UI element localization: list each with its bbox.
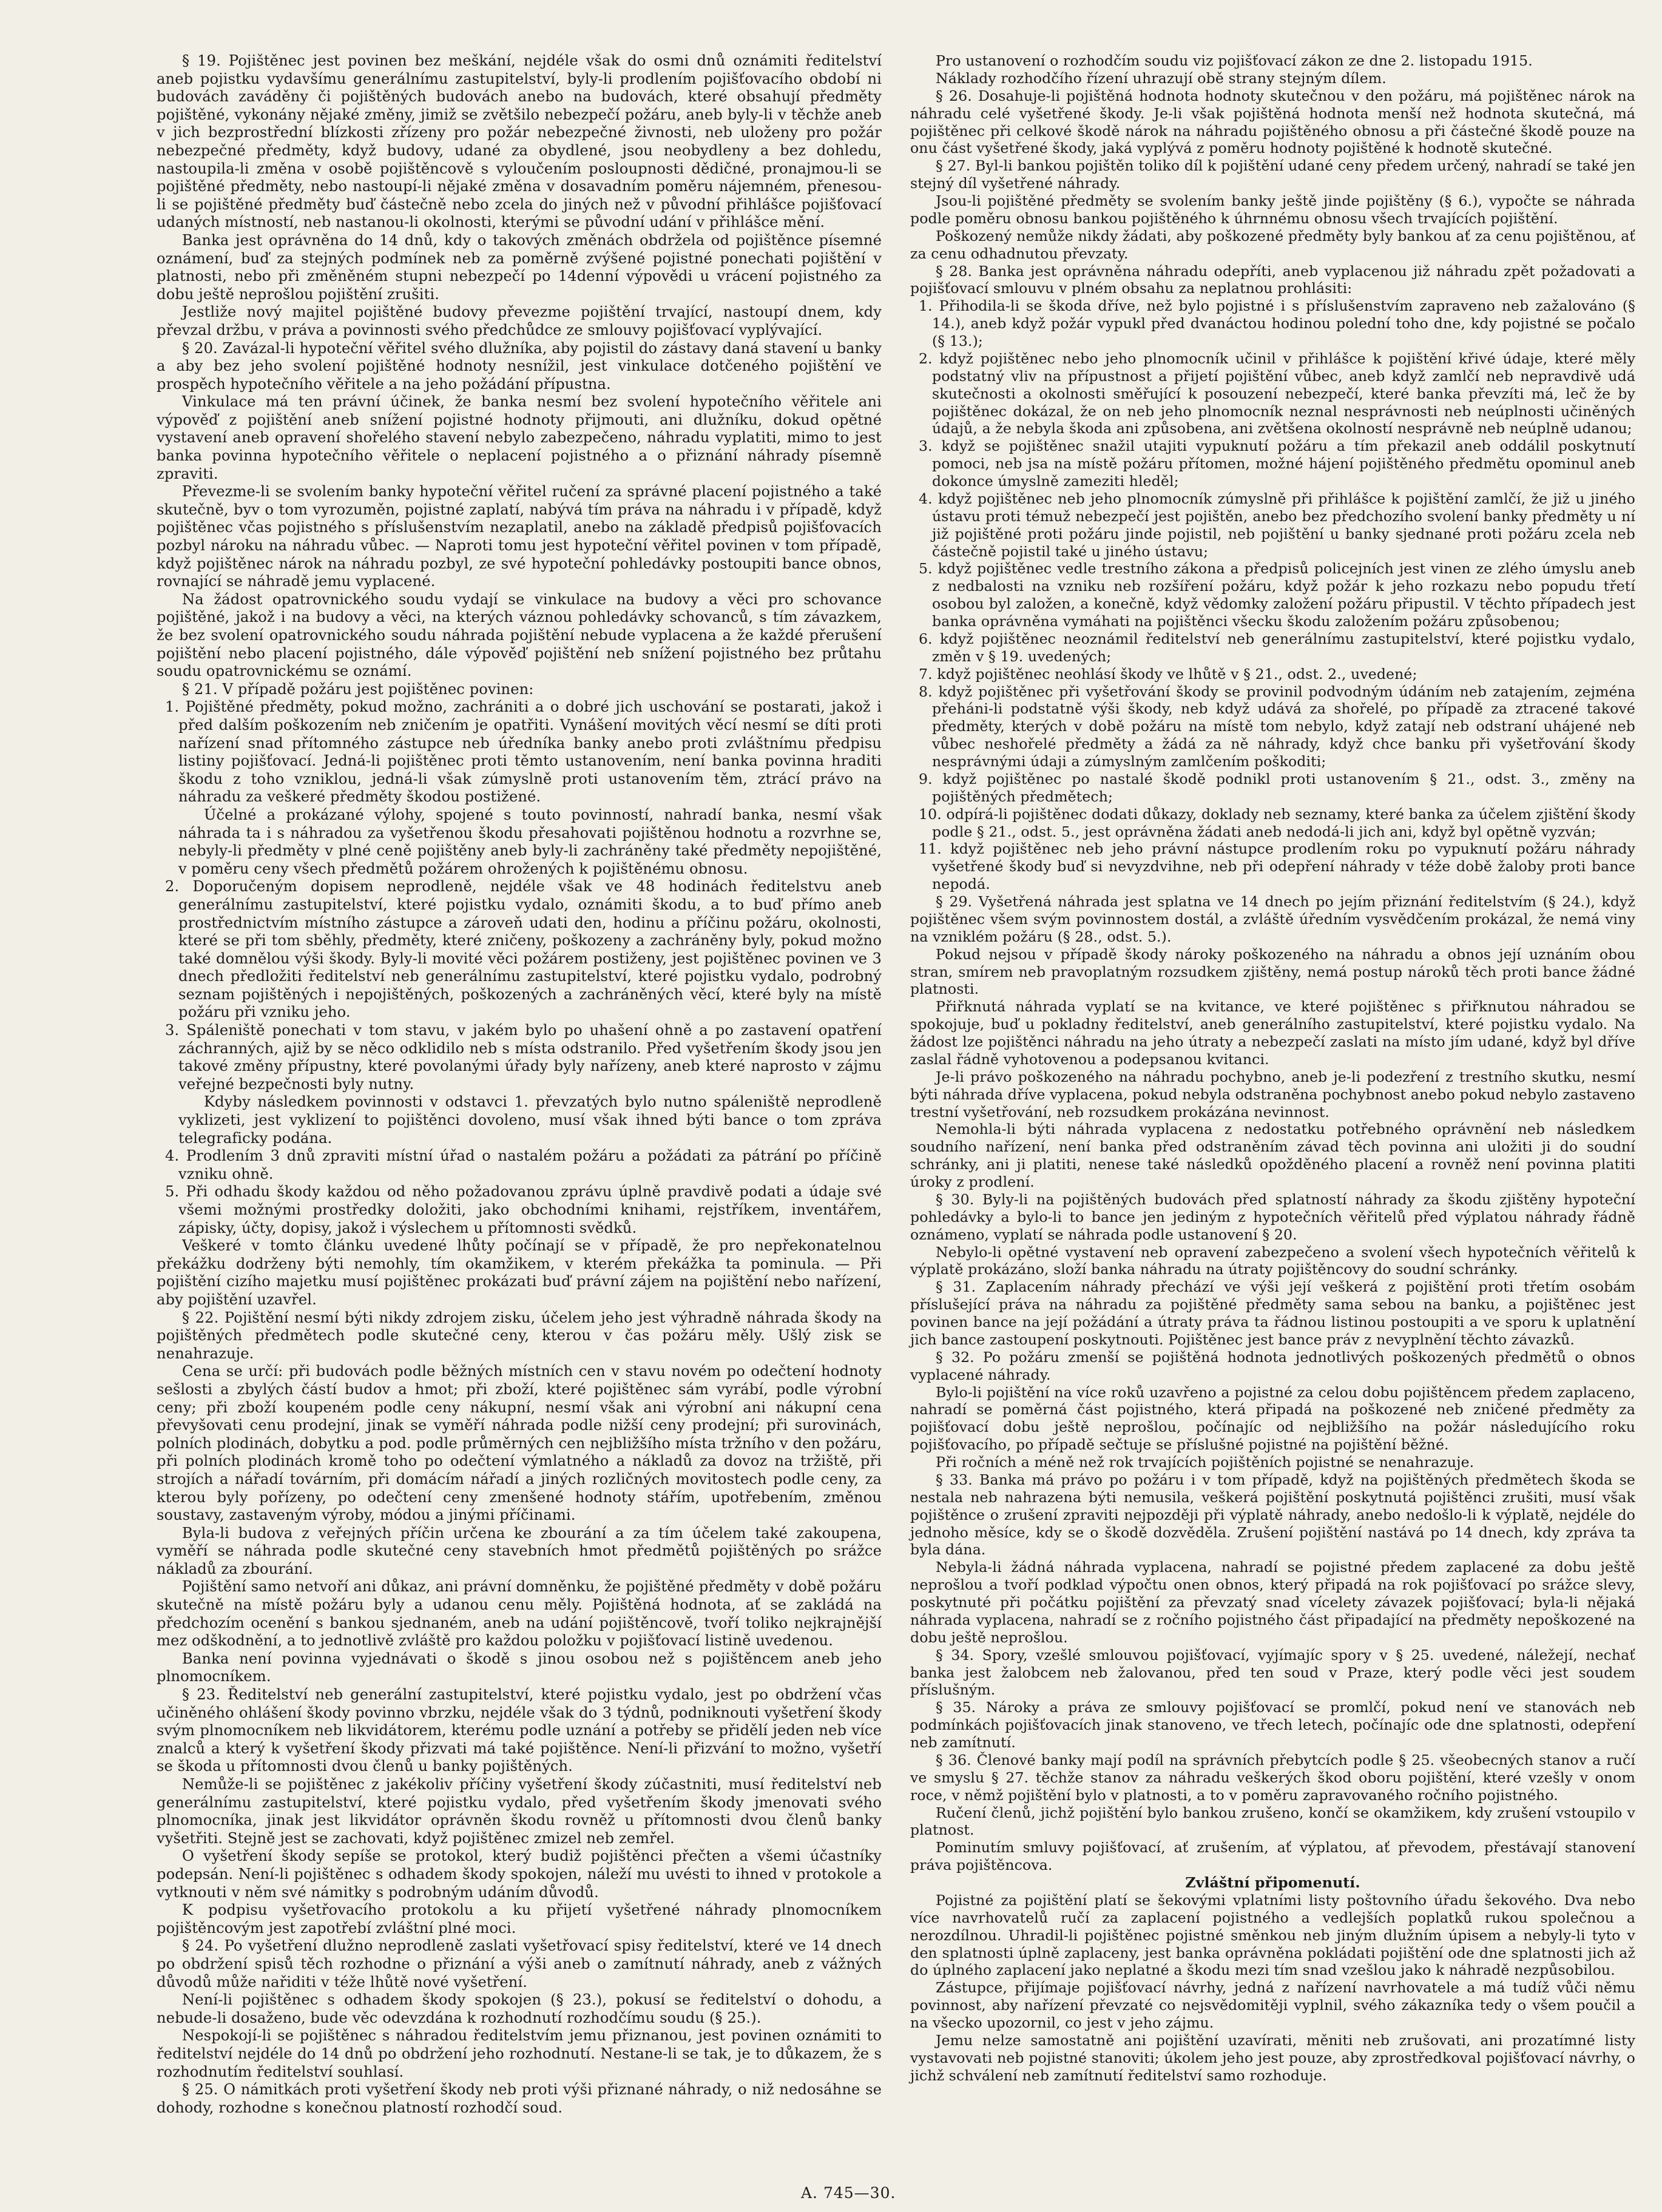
paragraph: Pojištění samo netvoří ani důkaz, ani právní domněnku, že pojištěné předměty v době požáru skutečně na místě požáru byly a udanou cenu měly. Pojištěná hodnota, ať se zakládá na předchozím ocenění s bankou sjednaném, aneb na udání pojištěncově, tvoří toliko nejkrajnější mez odškodnění, a to jednotlivě zvláště pro každou položku v pojišťovací listině uvedenou.	[157, 1578, 882, 1650]
paragraph: § 20. Zavázal-li hypoteční věřitel svého dlužníka, aby pojistil do zástavy daná stavení u banky a aby bez jeho svolení pojištěné hodnoty nesnížil, jest vinkulace dotčeného pojištění ve prospěch hypotečního věřitele a na jeho požádání přípustna.	[157, 339, 882, 393]
paragraph: Cena se určí: při budovách podle běžných místních cen v stavu novém po odečtení hodnoty sešlosti a zbylých částí budov a hmot; při zboží, které pojištěnec sám vyrábí, podle výrobní ceny; při zboží koupeném podle ceny nákupní, nesmí však ani výrobní ani nákupní cena převyšovati cenu prodejní, jinak se vyměří náhrada podle nižší ceny prodejní; při surovinách, polních plodinách, dobytku a pod. podle průměrných cen nejbližšího místa tržního v den požáru, při polních plodinách kromě toho po odečtení výmlatného a nákladů za dovoz na tržiště, při strojích a nářadí továrním, při domácím nářadí a jiných rozličných movitostech podle ceny, za kterou byly pořízeny, po odečtení ceny zmenšené hodnoty stářím, upotřebením, změnou soustavy, zastaveným výroby, módou a jinými příčinami.	[157, 1363, 882, 1524]
paragraph: § 25. O námitkách proti vyšetření škody neb proti výši přiznané náhrady, o niž nedosáhne se dohody, rozhodne s konečnou platností rozhodčí soud.	[157, 2081, 882, 2116]
right-column	[910, 52, 1635, 2085]
paragraph: Jsou-li pojištěné předměty se svolením banky ještě jinde pojištěny (§ 6.), vypočte se náhrada podle poměru obnosu bankou pojištěného k úhrnnému obnosu všech trvajících pojištění.	[910, 192, 1635, 227]
paragraph: Nebylo-li opětné vystavení neb opravení zabezpečeno a svolení všech hypotečních věřitelů k výplatě prokázáno, složí banka náhradu na útraty pojištěncovy do soudní schránky.	[910, 1243, 1635, 1278]
list-item: 6. když pojištěnec neoznámil ředitelství neb generálnímu zastupitelství, které pojistku vydalo, změn v § 19. uvedených;	[919, 630, 1635, 665]
paragraph: Vinkulace má ten právní účinek, že banka nesmí bez svolení hypotečního věřitele ani výpověď z pojištění aneb snížení pojistné hodnoty přijmouti, ani dlužníku, dokud opětné vystavení aneb opravení shořelého stavení nebylo zabezpečeno, náhradu vyplatiti, mimo to jest banka povinna hypotečního věřitele o neplacení pojistného a o přiznání náhrady písemně zpraviti.	[157, 393, 882, 482]
list-item: 7. když pojištěnec neohlásí škody ve lhůtě v § 21., odst. 2., uvedené;	[919, 665, 1417, 683]
paragraph: § 24. Po vyšetření dlužno neprodleně zaslati vyšetřovací spisy ředitelství, které ve 14 dnech po obdržení spisů těch rozhodne o přiznání a výši aneb o zamítnutí náhrady, aneb z vážných důvodů může nařiditi v téže lhůtě nové vyšetření.	[157, 1937, 882, 1991]
paragraph: Ručení členů, jichž pojištění bylo bankou zrušeno, končí se okamžikem, kdy zrušení vstoupilo v platnost.	[910, 1804, 1635, 1839]
list-item: 3. Spáleniště ponechati v tom stavu, v jakém bylo po uhašení ohně a po zastavení opatření záchranných, ajiž by se něco odklidilo neb s místa odstranilo. Před vyšetřením škody jsou jen takové změny přípustny, které povolanými úřady byly nařízeny, aneb které naprosto v zájmu veřejné bezpečnosti byly nutny.	[165, 1022, 882, 1093]
paragraph: § 23. Ředitelství neb generální zastupitelství, které pojistku vydalo, jest po obdržení včas učiněného ohlášení škody povinno vbrzku, nejdéle však do 3 týdnů, podniknouti vyšetření škody svým plnomocníkem neb likvidátorem, kterému podle uznání a potřeby se přidělí jeden neb více znalců a který k vyšetření škody přizvati má také pojištěnce. Není-li přizvání to možno, vyšetří se škoda u přítomnosti dvou členů u banky pojištěných.	[157, 1686, 882, 1775]
paragraph: Byla-li budova z veřejných příčin určena ke zbourání a za tím účelem také zakoupena, vyměří se náhrada podle skutečné ceny stavebních hmot předmětů pojištěných po srážce nákladů za zbourání.	[157, 1524, 882, 1577]
paragraph: § 35. Nároky a práva ze smlouvy pojišťovací se promlčí, pokud není ve stanovách neb podmínkách pojišťovacích jinak stanoveno, ve třech letech, počínajíc ode dne splatnosti, odepření neb zamítnutí.	[910, 1699, 1635, 1751]
list-item: 11. když pojištěnec neb jeho právní nástupce prodlením roku po vypuknutí požáru náhrady vyšetřené škody buď si nevyzdvihne, neb při odepření náhrady v téže době žaloby proti bance nepodá.	[919, 840, 1635, 893]
list-item: 1. Přihodila-li se škoda dříve, než bylo pojistné i s příslušenstvím zapraveno neb zažalováno (§ 14.), aneb když požár vypukl před dvanáctou hodinou polední toho dne, kdy pojistné se počalo (§ 13.);	[919, 297, 1635, 349]
list-item: 4. Prodlením 3 dnů zpraviti místní úřad o nastalém požáru a požádati za pátrání po příčině vzniku ohně.	[165, 1147, 882, 1182]
paragraph: Nespokojí-li se pojištěnec s náhradou ředitelstvím jemu přiznanou, jest povinen oznámiti to ředitelství nejdéle do 14 dnů po obdržení jeho rozhodnutí. Nestane-li se tak, je to důkazem, že s rozhodnutím ředitelství souhlasí.	[157, 2027, 882, 2080]
paragraph: § 19. Pojištěnec jest povinen bez meškání, nejdéle však do osmi dnů oznámiti ředitelství aneb pojistku vydavšímu generálnímu zastupitelství, byly-li prodlením pojišťovacího období ni budovách zaváděny či pojištěných budovách anebo na budovách, které obsahují předměty pojištěné, vykonány nějaké změny, jimiž se zvětšilo nebezpečí požáru, aneb byly-li v těchže aneb v jich bezprostřední blízkosti zřízeny pro požár nebezpečné živnosti, neb uloženy pro požár nebezpečné předměty, když budovy, udané za obydlené, jsou neobydleny a bez dohledu, nastoupila-li změna v osobě pojištěncově s vyloučením posloupnosti dědičné, pronajmou-li se pojištěné předměty, nebo nastoupí-li nějaké změna v dosavadním poměru nájemném, přenesou-li se pojištěné předměty buď částečně nebo zcela do jiných než v původní přihlášce pojišťovací udaných místností, neb nastanou-li okolnosti, kterými se původní udání v přihlášce mění.	[157, 52, 882, 231]
paragraph: Přiřknutá náhrada vyplatí se na kvitance, ve které pojištěnec s přiřknutou náhradou se spokojuje, buď u pokladny ředitelství, aneb generálního zastupitelství, které pojistku vydalo. Na žádost lze pojištěnci náhradu na jeho útraty a nebezpečí zaslati na místo jím udané, když byl dříve zaslal řádně vyhotovenou a podepsanou kvitanci.	[910, 998, 1635, 1068]
paragraph: Veškeré v tomto článku uvedené lhůty počínají se v případě, že pro nepřekonatelnou překážku dodrženy býti nemohly, tím okamžikem, v kterém překážka ta pominula. — Při pojištění cizího majetku musí pojištěnec prokázati buď právní zájem na pojištění nebo nařízení, aby pojištění uzavřel.	[157, 1237, 882, 1308]
paragraph: § 28. Banka jest oprávněna náhradu odepříti, aneb vyplacenou již náhradu zpět požadovati a pojišťovací smlouvu v plném obsahu za neplatnou prohlásiti:	[910, 262, 1635, 297]
paragraph: § 34. Spory, vzešlé smlouvou pojišťovací, vyjímajíc spory v § 25. uvedené, náležejí, nechať banka jest žalobcem neb žalovanou, před ten soud v Praze, který podle věci jest soudem příslušným.	[910, 1646, 1635, 1699]
paragraph: K podpisu vyšetřovacího protokolu a ku přijetí vyšetřené náhrady plnomocníkem pojištěncovým jest zapotřebí zvláštní plné moci.	[157, 1901, 882, 1937]
paragraph: Nemůže-li se pojištěnec z jakékoliv příčiny vyšetření škody zúčastniti, musí ředitelství neb generálnímu zastupitelství, které pojistku vydalo, před vyšetřením škody jmenovati svého plnomocníka, jinak jest likvidátor oprávněn škodu rovněž u přítomnosti dvou členů banky vyšetřiti. Stejně jest se zachovati, když pojištěnec zmizel neb zemřel.	[157, 1776, 882, 1847]
paragraph: Zástupce, přijímaje pojišťovací návrhy, jedná z nařízení navrhovatele a má tudíž vůči němu povinnost, aby nařízení převzaté co nejsvědomitěji vyplnil, svého zákazníka tedy o všem poučil a na všecko upozornil, co jest v jeho zájmu.	[910, 1979, 1635, 2031]
list-item: 4. když pojištěnec neb jeho plnomocník zúmyslně při přihlášce k pojištění zamlčí, že již u jiného ústavu proti témuž nebezpečí jest pojištěn, anebo bez předchozího svolení banky předměty u ní již pojištěné proti požáru jinde pojistil, neb pojištění u banky sjednané proti požáru zcela neb částečně pojistil také u jiného ústavu;	[919, 490, 1635, 560]
paragraph: § 27. Byl-li bankou pojištěn toliko díl k pojištění udané ceny předem určený, nahradí se také jen stejný díl vyšetřené náhrady.	[910, 157, 1635, 192]
paragraph: Banka není povinna vyjednávati o škodě s jinou osobou než s pojištěncem aneb jeho plnomocníkem.	[157, 1650, 882, 1685]
list-item: 2. Doporučeným dopisem neprodleně, nejdéle však ve 48 hodinách ředitelstvu aneb generálnímu zastupitelství, které pojistku vydalo, oznámiti škodu, a to buď přímo aneb prostřednictvím místního zástupce a zároveň udati den, hodinu a příčinu požáru, okolnosti, které se při tom sběhly, předměty, které zničeny, poškozeny a zachráněny byly, pokud možno také domnělou výši škody. Byly-li movité věci požárem postiženy, jest pojištěnec povinen ve 3 dnech předložiti ředitelství neb generálnímu zastupitelství, které pojistku vydalo, podrobný seznam pojištěných i nepojištěných, poškozených a zachráněných věcí, které byly na místě požáru při vzniku jeho.	[165, 878, 882, 1021]
paragraph: § 33. Banka má právo po požáru i v tom případě, když na pojištěných předmětech škoda se nestala neb nahrazena býti nemusila, veškerá pojištění poskytnutá pojištěnci zrušiti, musí však pojištěnce o zrušení zpraviti nejpozději při výplatě náhrady, anebo nedošlo-li k výplatě, nejdéle do jednoho měsíce, kdy se o škodě dozvěděla. Zrušení pojištění nastává po 14 dnech, kdy zpráva ta byla dána.	[910, 1471, 1635, 1559]
paragraph: Jestliže nový majitel pojištěné budovy převezme pojištění trvající, nastoupí dnem, kdy převzal držbu, v práva a povinnosti svého předchůdce ze smlouvy pojišťovací vyplývající.	[157, 303, 882, 339]
paragraph: Nebyla-li žádná náhrada vyplacena, nahradí se pojistné předem zaplacené za dobu ještě neprošlou a tvoří podklad výpočtu onen obnos, který připadá na rok pojišťovací po srážce slevy, poskytnuté při počátku pojištění za převzatý snad vícelety závazek pojišťovací; byla-li nějaká náhrada vyplacena, nahradí se z ročního pojistného část připadající na předměty nepoškozené na dobu ještě neprošlou.	[910, 1559, 1635, 1646]
section-heading: Zvláštní připomenutí.	[1185, 1874, 1360, 1891]
paragraph: O vyšetření škody sepíše se protokol, který budiž pojištěnci přečten a všemi účastníky podepsán. Není-li pojištěnec s odhadem škody spokojen, náleží mu uvésti to ihned v protokole a vytknouti v něm své námitky s podrobným udáním důvodů.	[157, 1847, 882, 1901]
page-footer: A. 745—30.	[801, 2184, 896, 2202]
paragraph: § 32. Po požáru zmenší se pojištěná hodnota jednotlivých poškozených předmětů o obnos vyplacené náhrady.	[910, 1348, 1635, 1383]
list-item: 5. když pojištěnec vedle trestního zákona a předpisů policejních jest vinen ze zlého úmyslu aneb z nedbalosti na vzniku neb rozšíření požáru, když požár k jeho rozkazu nebo popudu třetí osobou byl založen, a konečně, když vědomky založení požáru připustil. V těchto případech jest banka oprávněna vymáhati na pojištěnci všecku škodu založením požáru způsobenou;	[919, 560, 1635, 630]
paragraph: Nemohla-li býti náhrada vyplacena z nedostatku potřebného oprávnění neb následkem soudního nařízení, není banka před odstraněním závad těch povinna ani uložiti ji do soudní schránky, ani ji platiti, nenese také následků opožděného placení a rovněž není povinna platiti úroky z prodlení.	[910, 1121, 1635, 1190]
list-item: 10. odpírá-li pojištěnec dodati důkazy, doklady neb seznamy, které banka za účelem zjištění škody podle § 21., odst. 5., jest oprávněna žádati aneb nedodá-li jich ani, když byl opětně vyzván;	[919, 805, 1635, 840]
paragraph: § 29. Vyšetřená náhrada jest splatna ve 14 dnech po jejím přiznání ředitelstvím (§ 24.), když pojištěnec všem svým povinnostem dostál, a zvláště úředním vysvědčením prokázal, že nemá viny na vzniklém požáru (§ 28., odst. 5.).	[910, 893, 1635, 945]
paragraph: Pominutím smluvy pojišťovací, ať zrušením, ať výplatou, ať převodem, přestávají stanovení práva pojištěncova.	[910, 1839, 1635, 1874]
list-item: 2. když pojištěnec nebo jeho plnomocník učinil v přihlášce k pojištění křivé údaje, které měly podstatný vliv na přípustnost a přijetí pojištění vůbec, aneb když zamlčí neb nepravdivě udá skutečnosti a okolnosti směřující k posouzení nebezpečí, které banka převzíti má, leč že by pojištěnec dokázal, že on neb jeho plnomocník neznal nesprávnosti neb neúplnosti učiněných údajů, a že nebyla škoda ani způsobena, ani zvětšena okolností nesprávně neb neúplně udanou;	[919, 349, 1635, 437]
paragraph: § 31. Zaplacením náhrady přechází ve výši její veškerá z pojištění proti třetím osobám příslušející práva na náhradu za pojištěné předměty sama sebou na banku, a pojištěnec jest povinen bance na její požádání a útraty práva ta řádnou listinou postoupiti a ve sporu k uplatnění jich bance zastoupení poskytnouti. Pojištěnec jest bance práv z nevyplnění těchto závazků.	[910, 1278, 1635, 1348]
paragraph: § 36. Členové banky mají podíl na správních přebytcích podle § 25. všeobecných stanov a ručí ve smyslu § 27. těchže stanov za náhradu veškerých škod oboru pojištění, které vzešly v onom roce, v němž pojištění bylo v platnosti, a to v poměru zapravovaného ročního pojistného.	[910, 1751, 1635, 1804]
paragraph: Pokud nejsou v případě škody nároky poškozeného na náhradu a obnos její uznáním obou stran, smírem neb pravoplatným rozsudkem zjištěny, nemá postup nároků těch proti bance žádné platnosti.	[910, 945, 1635, 998]
list-item: 9. když pojištěnec po nastalé škodě podnikl proti ustanovením § 21., odst. 3., změny na pojištěných předmětech;	[919, 770, 1635, 805]
paragraph: § 30. Byly-li na pojištěných budovách před splatností náhrady za škodu zjištěny hypoteční pohledávky a bylo-li to bance jen jediným z hypotečních věřitelů před výplatou náhrady řádně oznámeno, vyplatí se náhrada podle ustanovení § 20.	[910, 1190, 1635, 1243]
paragraph: Je-li právo poškozeného na náhradu pochybno, aneb je-li podezření z trestního skutku, nesmí býti náhrada dříve vyplacena, pokud nebyla odstraněna pochybnost anebo pokud nebylo zastaveno trestní vyšetřování, neb rozsudkem prokázána nevinnost.	[910, 1068, 1635, 1121]
paragraph: § 22. Pojištění nesmí býti nikdy zdrojem zisku, účelem jeho jest výhradně náhrada škody na pojištěných předmětech podle skutečné ceny, kterou v čas požáru měly. Ušlý zisk se nenahrazuje.	[157, 1309, 882, 1362]
left-column	[157, 52, 882, 2117]
paragraph: § 21. V případě požáru jest pojištěnec povinen:	[182, 680, 534, 698]
list-item: 1. Pojištěné předměty, pokud možno, zachrániti a o dobré jich uschování se postarati, jakož i před dalším poškozením neb zničením je opatřiti. Vynášení movitých věcí nesmí se díti proti nařízení snad přítomného zástupce neb úředníka banky anebo proti zvláštnímu předpisu listiny pojišťovací. Jedná-li pojištěnec proti těmto ustanovením, není banka povinna hraditi škodu z toho vzniklou, jedná-li však zúmyslně proti ustanovením těm, ztrácí právo na náhradu za veškeré předměty škodou postižené.	[165, 698, 882, 806]
paragraph: Pojistné za pojištění platí se šekovými vplatními listy poštovního úřadu šekového. Dva nebo více navrhovatelů ručí za zaplacení pojistného a vedlejších poplatků rukou společnou a nerozdílnou. Uhradil-li pojištěnec pojistné směnkou neb jiným dlužním úpisem a nebyly-li tyto v den splatnosti úplně zaplaceny, jest banka oprávněna pokládati pojištění ode dne splatnosti jich až do úplného zaplacení jako neplatné a škodu mezi tím snad vzešlou jako k náhradě nezpůsobilou.	[910, 1891, 1635, 1979]
paragraph: Pro ustanovení o rozhodčím soudu viz pojišťovací zákon ze dne 2. listopadu 1915.	[936, 52, 1533, 69]
paragraph: Není-li pojištěnec s odhadem škody spokojen (§ 23.), pokusí se ředitelství o dohodu, a nebude-li dosaženo, bude věc odevzdána k rozhodnutí rozhodčímu soudu (§ 25.).	[157, 1991, 882, 2026]
paragraph: Jemu nelze samostatně ani pojištění uzavírati, měniti neb zrušovati, ani prozatímné listy vystavovati neb pojistné stanoviti; úkolem jeho jest pouze, aby zprostředkoval pojišťovací návrhy, o jichž schválení neb zamítnutí ředitelství samo rozhoduje.	[910, 2031, 1635, 2084]
list-item: 8. když pojištěnec při vyšetřování škody se provinil podvodným údáním neb zatajením, zejména přeháni-li podstatně výši škody, neb když udává za shořelé, po případě za ztracené takové předměty, kterých v době požáru na místě tom nebylo, když zatají neb odstraní uhájené neb vůbec neshořelé předměty a žádá za ně náhrady, když chce banku při vyšetřování škody nesprávnými údaji a zúmyslným zamlčením poškoditi;	[919, 683, 1635, 770]
paragraph: Na žádost opatrovnického soudu vydají se vinkulace na budovy a věci pro schovance pojištěné, jakož i na budovy a věci, na kterých váznou pohledávky schovanců, s tím závazkem, že bez svolení opatrovnického soudu náhrada pojištění nebude vyplacena a že každé přerušení pojištění nebo placení pojistného, dále výpověď pojištění neb snížení pojistného bez průtahu soudu opatrovnickému se oznámí.	[157, 590, 882, 680]
paragraph: Při ročních a méně než rok trvajících pojištěních pojistné se nenahrazuje.	[936, 1454, 1475, 1471]
paragraph: Banka jest oprávněna do 14 dnů, kdy o takových změnách obdržela od pojištěnce písemné oznámení, buď za stejných podmínek neb za poměrně zvýšené pojistné ponechati pojištění v platnosti, nebo při změněném stupni nebezpečí po 14denní výpovědi u vrácení pojistného za dobu ještě neprošlou pojištění zrušiti.	[157, 231, 882, 303]
paragraph: Převezme-li se svolením banky hypoteční věřitel ručení za správné placení pojistného a také skutečně, byv o tom vyrozuměn, pojistné zaplatí, nabývá tím práva na náhradu i v případě, když pojištěnec včas pojistného s příslušenstvím nezaplatil, anebo na základě předpisů pojišťovacích pozbyl nároku na náhradu vůbec. — Naproti tomu jest hypoteční věřitel povinen v tom případě, když pojištěnec nárok na náhradu pozbyl, ze své hypoteční pohledávky postoupiti bance obnos, rovnající se náhradě jemu vyplacené.	[157, 483, 882, 590]
sub-paragraph: Kdyby následkem povinnosti v odstavci 1. převzatých bylo nutno spáleniště neprodleně vyklizeti, jest vyklizení to pojištěnci dovoleno, musí však ihned býti bance o tom zpráva telegraficky podána.	[178, 1093, 882, 1147]
paragraph: § 26. Dosahuje-li pojištěná hodnota hodnoty skutečnou v den požáru, má pojištěnec nárok na náhradu celé vyšetřené škody. Je-li však pojištěná hodnota menší než hodnota skutečná, má pojištěnec při celkové škodě nárok na náhradu pojištěného obnosu a při částečné škodě pouze na onu část vyšetřené škody, jaká vyplývá z poměru hodnoty pojištěné k hodnotě skutečné.	[910, 87, 1635, 157]
paragraph: Bylo-li pojištění na více roků uzavřeno a pojistné za celou dobu pojištěncem předem zaplaceno, nahradí se poměrná část pojistného, která připadá na poškozené neb zničené předměty za pojišťovací dobu ještě neprošlou, počínajíc od nejbližšího na požár následujícího roku pojišťovacího, po případě sečtuje se příslušné pojistné na pojištění běžné.	[910, 1383, 1635, 1454]
sub-paragraph: Účelné a prokázané výlohy, spojené s touto povinností, nahradí banka, nesmí však náhrada ta i s náhradou za vyšetřenou škodu přesahovati pojištěnou hodnotu a rozvrhne se, nebyly-li předměty v plné ceně pojištěny aneb byly-li zachráněny také předměty nepojištěné, v poměru ceny všech předmětů požárem ohrožených k pojištěnému obnosu.	[178, 806, 882, 877]
paragraph: Náklady rozhodčího řízení uhrazují obě strany stejným dílem.	[936, 69, 1387, 87]
list-item: 3. když se pojištěnec snažil utajiti vypuknutí požáru a tím překazil aneb oddálil poskytnutí pomoci, neb jsa na místě požáru přítomen, možné hájení pojištěného předmětu opominul aneb dokonce úmyslně zameziti hleděl;	[919, 437, 1635, 490]
paragraph: Poškozený nemůže nikdy žádati, aby poškozené předměty byly bankou ať za cenu pojištěnou, ať za cenu odhadnutou převzaty.	[910, 227, 1635, 262]
list-item: 5. Při odhadu škody každou od něho požadovanou zprávu úplně pravdivě podati a údaje své všemi možnými prostředky doložiti, jako obchodními knihami, rejstříkem, inventářem, zápisky, účty, dopisy, jakož i výslechem u přítomnosti svědků.	[165, 1183, 882, 1236]
